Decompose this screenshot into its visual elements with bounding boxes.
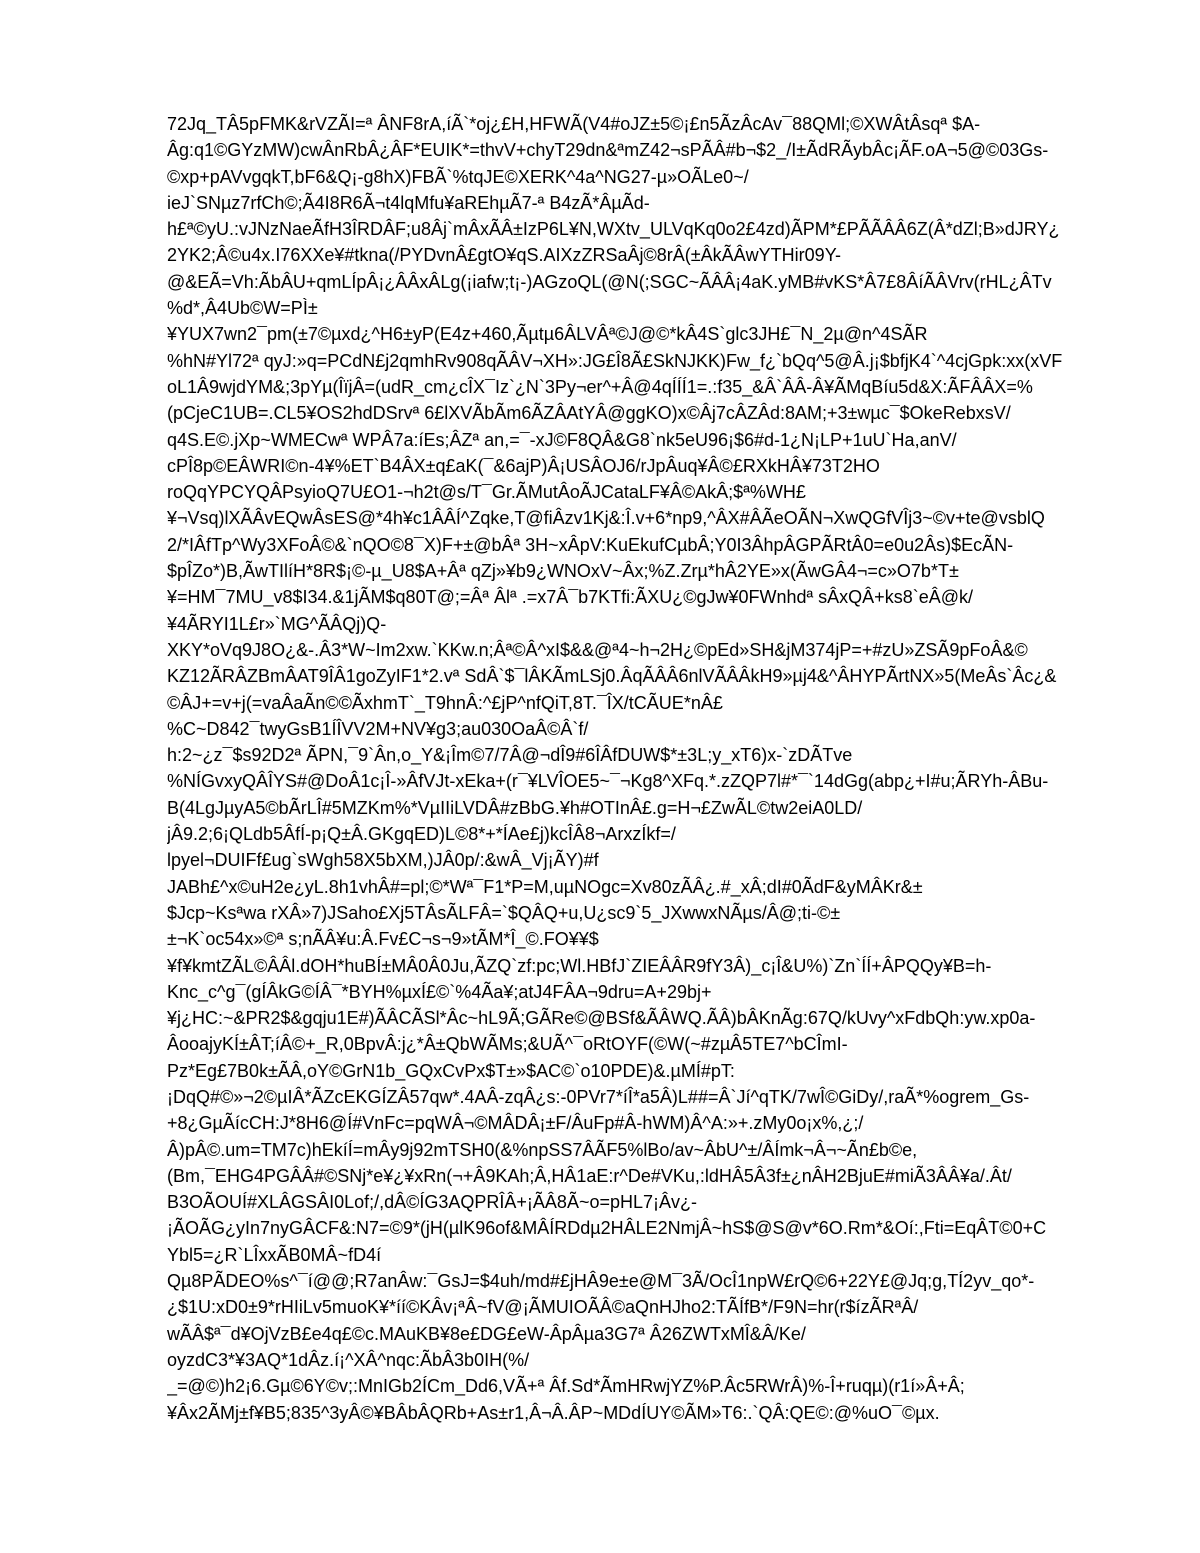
text-line: JABh£^x©uH2e¿yL.8h1vhÂ#=pl;©*Wª¯F1*P=M,uµNOgc=Xv80zÃÂ¿.#_xÂ;dI#0ÃdF&yMÂKr&±	[167, 876, 923, 897]
text-line: %d*,Â4Ub©W=PÌ±	[167, 298, 318, 319]
text-line: Ybl5=¿R`LÎxxÃB0MÂ~fD4í	[167, 1244, 382, 1265]
text-line: (pCjeC1UB=.CL5¥OS2hdDSrvª 6£lXVÃbÃm6ÃZÂAtYÂ@ggKO)x©Âj7cÂZÂd:8AM;+3±wµc¯$OkeRebxsV/	[167, 403, 1011, 424]
text-line: h£ª©yU.:vJNzNaeÃfH3ÎRDÂF;u8Âj`mÂxÃÂ±IzP6L¥N,WXtv_ULVqKq0o2£4zd)ÃPM*£PÃÃÂÂ6Z(Â*dZl;B»dJRY¿	[167, 219, 1060, 240]
text-line: 2/*IÂfTp^Wy3XFoÂ©&`nQO©8¯X)F+±@bÂª 3H~xÂpV:KuEkufCµbÂ;Y0I3ÂhpÂGPÃRtÂ0=e0u2Âs)$EcÃN-	[167, 534, 1014, 555]
text-line: $pÎZo*)B,ÃwTIlíH*8R$¡©-µ_U8$A+Âª qZj»¥b9¿WNOxV~Âx;%Z.Zrµ*hÂ2YE»x(ÃwGÂ4¬=c»O7b*T±	[167, 561, 959, 582]
text-line: ¡DqQ#©»¬2©µIÂ*ÃZcEKGÍZÂ57qw*.4AÂ-zqÂ¿s:-0PVr7*íÎ*a5Â)L##=Â`Jí^qTK/7wÎ©GiDy/,raÃ*%ogrem_Gs-	[167, 1086, 1030, 1107]
text-line: B(4LgJµyA5©bÃrLÎ#5MZKm%*VµIIiLVDÂ#zBbG.¥h#OTInÂ£.g=H¬£ZwÃL©tw2eiA0LD/	[167, 797, 863, 818]
text-line: %hN#Yl72ª qyJ:»q=PCdN£j2qmhRv908qÃÂV¬XH»:JG£Î8Ã£SkNJKK)Fw_f¿`bQq^5@Â.j¡$bfjK4`^4cjGpk:xx(xVF	[167, 350, 1063, 371]
text-line: cPÎ8p©EÂWRI©n-4¥%ET`B4ÂX±q£aK(¯&6ajP)Â¡USÂOJ6/rJpÂuq¥Â©£RXkHÂ¥73T2HO	[167, 455, 880, 476]
text-line: ©xp+pAVvgqkT,bF6&Q¡-g8hX)FBÃ`%tqJE©XERK^4a^NG27-µ»OÃLe0~/	[167, 166, 749, 187]
text-line: oyzdC3*¥3AQ*1dÂz.í¡^XÂ^nqc:ÃbÂ3b0IH(%/	[167, 1349, 530, 1370]
text-line: ¥Âx2ÃMj±f¥B5;835^3yÂ©¥BÂbÂQRb+As±r1,Â¬Â.ÂP~MDdÍUY©ÃM»T6:.`QÂ:QE©:@%uO¯©µx.	[167, 1402, 940, 1423]
text-line: ¥YUX7wn2¯pm(±7©µxd¿^H6±yP(E4z+460,Ãµtµ6ÂLVÂª©J@©*kÂ4S`glc3JH£¯N_2µ@n^4SÃR	[167, 324, 928, 345]
text-line: ¥j¿HC:~&PR2$&gqju1E#)ÃÂCÃSl*Âc~hL9Ã;GÃRe©@BSf&ÃÂWQ.ÃÂ)bÂKnÃg:67Q/kUvy^xFdbQh:yw.xp0a-	[167, 1008, 1036, 1029]
text-line: 72Jq_TÂ5pFMK&rVZÃI=ª ÂNF8rA,íÃ`*oj¿£H,HFWÃ(V4#oJZ±5©¡£n5ÃzÂcAv¯88QMl;©XWÂtÂsqª $A-	[167, 114, 981, 134]
text-line: oL1Â9wjdYM&;3pYµ(ÎïjÂ=(udR_cm¿cÎX¯Iz`¿N`3Py¬er^+Â@4qÍÍÍ1=.:f35_&Â`ÂÂ-Â¥ÃMqBíu5d&X:ÃFÂÂX=%	[167, 376, 1033, 397]
text-line: ¥4ÃRYI1L£r»`MG^ÃÂQj)Q-	[167, 613, 387, 634]
text-line: Pz*Eg£7B0k±ÃÂ,oY©GrN1b_GQxCvPx$T±»$AC©`o10PDE)&.µMÍ#pT:	[167, 1060, 735, 1081]
text-line: XKY*oVq9J8O¿&-.Â3*W~Im2xw.`KKw.n;Âª©Â^xI$&&@ª4~h¬2H¿©pEd»SH&jM374jP=+#zU»ZSÃ9pFoÂ&©	[167, 639, 1028, 660]
text-line: Â)pÂ©.um=TM7c)hEkíÍ=mÂy9j92mTSH0(&%npSS7ÂÃF5%lBo/av~ÂbU^±/ÂÍmk¬Â¬~Ãn£b©e,	[167, 1139, 918, 1160]
text-line: KZ12ÃRÂZBmÂAT9ÎÂ1goZyIF1*2.vª SdÂ`$¯lÂKÃmLSj0.ÂqÃÂÂ6nlVÃÂÂkH9»µj4&^ÂHYPÃrtNX»5(MeÂs`Âc¿&	[167, 666, 1057, 687]
text-line: %NÍGvxyQÂÎYS#@DoÂ1c¡Î-»ÂfVJt-xEka+(r¯¥LVÎOE5~¯¬Kg8^XFq.*.zZQP7l#*¯`14dGg(abp¿+I#u;ÃRYh-ÂBu-	[167, 771, 1049, 792]
text-line: @&EÃ=Vh:ÃbÂU+qmLÍpÂ¡¿ÂÂxÂLg(¡iafw;t¡-)AGzoQL(@N(;SGC~ÃÂÂ¡4aK.yMB#vKS*Â7£8ÂíÃÂVrv(rHL¿ÂTv	[167, 271, 1052, 292]
text-line: $Jcp~Ksªwa rXÂ»7)JSaho£Xj5TÂsÃLFÂ=`$QÂQ+u,U¿sc9`5_JXwwxNÃµs/Â@;ti-©±	[167, 902, 841, 923]
text-line: _=@©)h2¡6.Gµ©6Y©v;:MnIGb2ÍCm_Dd6,VÃ+ª Âf.Sd*ÃmHRwjYZ%P.Âc5RWrÂ)%-Î+ruqµ)(r1í»Â+Â;	[167, 1376, 965, 1397]
text-line: ieJ`SNµz7rfCh©;Ã4I8R6Ã¬t4lqMfu¥aREhµÃ7-ª B4zÃ*ÂµÃd-	[167, 192, 650, 213]
text-line: 2YK2;Â©u4x.I76XXe¥#tkna(/PYDvnÂ£gtO¥qS.AIXzZRSaÂj©8rÂ(±ÂkÃÂwYTHir09Y-	[167, 245, 842, 266]
text-line: ¥=HM¯7MU_v8$I34.&1jÃM$q80T@;=Âª Âlª .=x7Â¯b7KTfi:ÃXU¿©gJw¥0FWnhdª sÂxQÂ+ks8`eÂ@k/	[167, 587, 973, 608]
text-line: +8¿GµÃícCH:J*8H6@Í#VnFc=pqWÂ¬©MÂDÂ¡±F/ÂuFp#Â-hWM)Â^A:»+.zMy0o¡x%,¿;/	[167, 1113, 864, 1134]
text-line: h:2~¿z¯$s92D2ª ÃPN,¯9`Ân,o_Y&¡Îm©7/7Â@¬dÎ9#6ÎÂfDUW$*±3L;y_xT6)x-`zDÃTve	[167, 745, 853, 766]
text-line: (Bm,¯EHG4PGÂÂ#©SNj*e¥¿¥xRn(¬+Â9KAh;Â,HÂ1aE:r^De#VKu,:ldHÂ5Â3f±¿nÂH2BjuE#miÃ3ÂÂ¥a/.Ât/	[167, 1165, 1012, 1186]
document-body-text	[167, 111, 1127, 1426]
text-line: %C~D842¯twyGsB1ÍÎVV2M+NV¥g3;au030OaÂ©Â`f/	[167, 718, 589, 739]
text-line: ÂooajyKÍ±ÂT;íÂ©+_R,0BpvÂ:j¿*Â±QbWÃMs;&UÃ^¯oRtOYF(©W(~#zµÂ5TE7^bCÎmI-	[167, 1034, 848, 1055]
text-line: ±¬K`oc54x»©ª s;nÃÂ¥u:Â.Fv£C¬s¬9»tÃM*Î_©.FO¥¥$	[167, 929, 599, 950]
text-line: ¿$1U:xD0±9*rHIiLv5muoK¥*íí©KÂv¡ªÂ~fV@¡ÃMUIOÃÂ©aQnHJho2:TÃÍfB*/F9N=hr(r$ízÃRªÂ/	[167, 1297, 919, 1318]
text-line: Knc_c^g¯(gÍÂkG©ÍÂ¯*BYH%µxÍ£©`%4Ãa¥;atJ4FÂA¬9dru=A+29bj+	[167, 981, 712, 1002]
text-line: wÃÂ$ª¯d¥OjVzB£e4q£©c.MAuKB¥8e£DG£eW-ÂpÂµa3G7ª Â26ZWTxMÎ&Â/Ke/	[167, 1323, 806, 1344]
text-line: lpyel¬DUIFf£ug`sWgh58X5bXM,)JÂ0p/:&wÂ_Vj¡ÃY)#f	[167, 850, 599, 871]
text-line: jÂ9.2;6¡QLdb5ÂfÍ-p¡Q±Â.GKgqED)L©8*+*ÍAe£j)kcÎÂ8¬ArxzÍkf=/	[167, 824, 676, 845]
text-line: Âg:q1©GYzMW)cwÂnRbÂ¿ÂF*EUIK*=thvV+chyT29dn&ªmZ42¬sPÃÂ#b¬$2_/I±ÃdRÃybÂc¡ÃF.oA¬5@©03Gs-	[167, 140, 1049, 161]
text-line: ©ÂJ+=v+j(=vaÂaÃn©©ÃxhmT`_T9hnÂ:^£jP^nfQiT,8T.¯ÎX/tCÃUE*nÂ£	[167, 692, 723, 713]
text-line: q4S.E©.jXp~WMECwª WPÂ7a:íEs;ÂZª an,=¯-xJ©F8QÂ&G8`nk5eU96¡$6#d-1¿N¡LP+1uU`Ha,anV/	[167, 429, 957, 450]
text-line: Qµ8PÃDEO%s^¯í@@;R7anÂw:¯GsJ=$4uh/md#£jHÂ9e±e@M¯3Ã/OcÎ1npW£rQ©6+22Y£@Jq;g,TÍ2yv_qo*-	[167, 1271, 1035, 1292]
text-line: roQqYPCYQÂPsyioQ7U£O1-¬h2t@s/T¯Gr.ÃMutÂoÃJCataLF¥Â©AkÂ;$ª%WH£	[167, 482, 806, 503]
text-line: B3OÃOUÍ#XLÂGSÂI0Lof;/,dÂ©ÍG3AQPRÎÂ+¡ÃÂ8Ã~o=pHL7¡Âv¿-	[167, 1192, 698, 1213]
text-line: ¥f¥kmtZÃL©ÂÂl.dOH*huBÍ±MÂ0Â0Ju,ÃZQ`zf:pc;Wl.HBfJ`ZIEÂÂR9fY3Â)_c¡Î&U%)`Zn`ÍÍ+ÂPQQy¥B=h-	[167, 955, 992, 976]
text-line: ¡ÃOÃG¿yIn7nyGÂCF&:N7=©9*(jH(µlK96of&MÂÍRDdµ2HÂLE2NmjÂ~hS$@S@v*6O.Rm*&Oí:,Fti=EqÂT©0+C	[167, 1218, 1047, 1239]
text-line: ¥¬Vsq)lXÃÂvEQwÂsES@*4h¥c1ÂÂÍ^Zqke,T@fiÂzv1Kj&:Î.v+6*np9,^ÂX#ÂÃeOÃN¬XwQGfVÎj3~©v+te@vsblQ	[167, 508, 1045, 529]
